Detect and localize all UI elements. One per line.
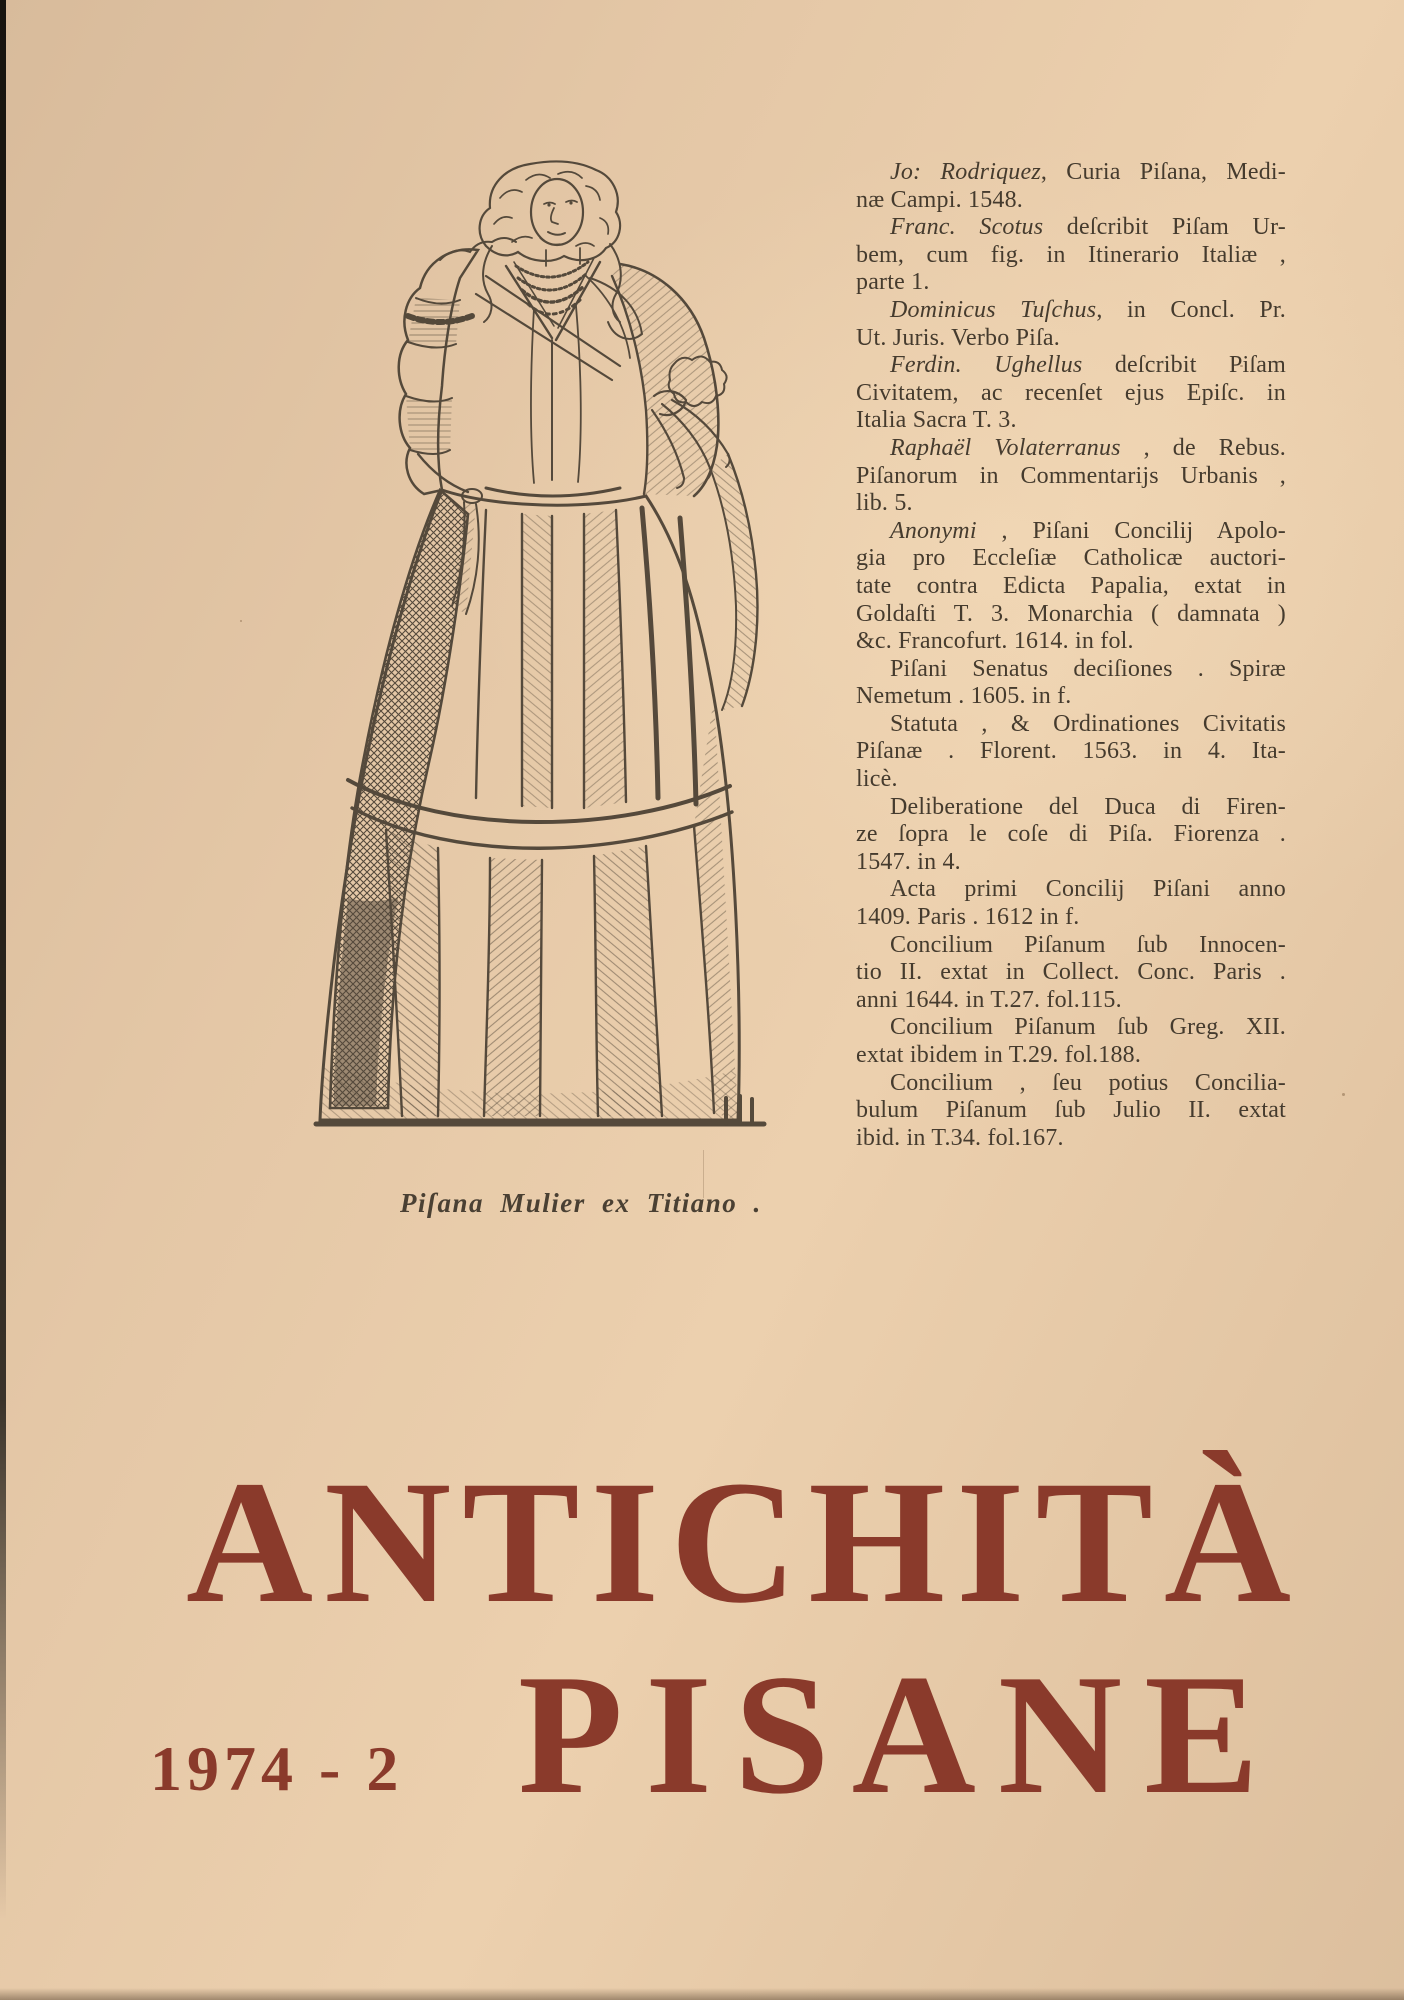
bib-line: Italia Sacra T. 3. — [856, 407, 1017, 434]
bib-line: Franc. Scotus deſcribit Piſam Ur- — [890, 214, 1286, 241]
illustration-caption: Piſana Mulier ex Titiano . — [400, 1188, 762, 1218]
bib-line: Piſanæ . Florent. 1563. in 4. Ita- — [856, 738, 1286, 765]
paper-speck — [240, 620, 242, 622]
bib-author: Franc. Scotus — [890, 214, 1044, 241]
bibliography-entry — [856, 656, 1286, 711]
bibliography-entry — [856, 876, 1286, 931]
bib-line: Nemetum . 1605. in f. — [856, 683, 1072, 710]
bib-line: Concilium Piſanum ſub Greg. XII. — [890, 1014, 1286, 1041]
title-pisane: PISANE — [518, 1640, 1281, 1830]
bib-author: Dominicus Tuſchus — [890, 296, 1097, 323]
bib-line: ze ſopra le coſe di Piſa. Fiorenza . — [856, 821, 1286, 848]
bib-line: Piſani Senatus deciſiones . Spiræ — [890, 655, 1286, 682]
bib-line: Jo: Rodriquez, Curia Piſana, Medi- — [890, 159, 1286, 185]
bib-line: bem, cum fig. in Itinerario Italiæ , — [856, 241, 1286, 268]
bibliography-entry — [856, 711, 1286, 794]
bib-author: Anonymi — [890, 517, 977, 544]
scan-edge-left — [0, 0, 6, 2000]
bib-line: anni 1644. in T.27. fol.115. — [856, 986, 1122, 1013]
bib-line: 1409. Paris . 1612 in f. — [856, 904, 1080, 931]
bib-line: 1547. in 4. — [856, 848, 961, 875]
bibliography-entry — [856, 297, 1286, 352]
bibliography-entry — [856, 1070, 1286, 1153]
bib-line: Deliberatione del Duca di Firen- — [890, 793, 1286, 820]
bib-line: Anonymi , Piſani Concilij Apolo- — [890, 517, 1286, 544]
woodcut-illustration — [290, 158, 810, 1158]
bibliography-entry — [856, 352, 1286, 435]
bibliography-entry — [856, 518, 1286, 656]
bib-line: Raphaël Volaterranus , de Rebus. — [890, 434, 1286, 461]
bib-line: Ut. Juris. Verbo Piſa. — [856, 324, 1060, 351]
bib-line: Concilium Piſanum ſub Innocen- — [890, 931, 1286, 958]
bib-line: Civitatem, ac recenſet ejus Epiſc. in — [856, 379, 1286, 406]
bib-line: licè. — [856, 766, 898, 793]
bib-author: Jo: Rodriquez — [890, 159, 1041, 185]
issue-number: 1974 - 2 — [150, 1733, 404, 1804]
bib-author: Ferdin. Ughellus — [890, 352, 1083, 379]
bibliography-column — [856, 159, 1286, 1152]
scan-shadow-bottom — [0, 1988, 1404, 2000]
bibliography-entry — [856, 214, 1286, 297]
title-antichita: ANTICHITÀ — [186, 1445, 1303, 1640]
bibliography-entry — [856, 435, 1286, 518]
bib-author: Raphaël Volaterranus — [890, 434, 1121, 461]
bib-line: extat ibidem in T.29. fol.188. — [856, 1042, 1142, 1068]
bib-line: tio II. extat in Collect. Conc. Paris . — [856, 959, 1286, 986]
bib-line: Dominicus Tuſchus, in Concl. Pr. — [890, 296, 1287, 323]
bib-line: Acta primi Concilij Piſani anno — [890, 876, 1286, 903]
bib-line: tate contra Edicta Papalia, extat in — [856, 572, 1286, 599]
bib-line: Piſanorum in Commentarijs Urbanis , — [856, 462, 1286, 489]
bib-line: næ Campi. 1548. — [856, 186, 1024, 213]
bibliography-entry — [856, 932, 1286, 1015]
bib-line: Goldaſti T. 3. Monarchia ( damnata ) — [856, 600, 1286, 627]
bib-line: lib. 5. — [856, 490, 913, 517]
woodcut-woman-svg — [290, 158, 810, 1158]
bib-line: Statuta , & Ordinationes Civitatis — [890, 710, 1286, 737]
bib-line: Concilium , ſeu potius Concilia- — [890, 1069, 1286, 1096]
bibliography-entry — [856, 159, 1286, 214]
bib-line: ibid. in T.34. fol.167. — [856, 1124, 1064, 1151]
bib-line: parte 1. — [856, 269, 930, 296]
bibliography-entry — [856, 1014, 1286, 1069]
bib-line: Ferdin. Ughellus deſcribit Piſam — [890, 352, 1286, 379]
bib-line: gia pro Eccleſiæ Catholicæ auctori- — [856, 545, 1286, 572]
bib-line: bulum Piſanum ſub Julio II. extat — [856, 1097, 1286, 1124]
paper-speck — [1342, 1093, 1345, 1096]
bibliography-entry — [856, 794, 1286, 877]
bib-line: &c. Francofurt. 1614. in fol. — [856, 628, 1134, 655]
